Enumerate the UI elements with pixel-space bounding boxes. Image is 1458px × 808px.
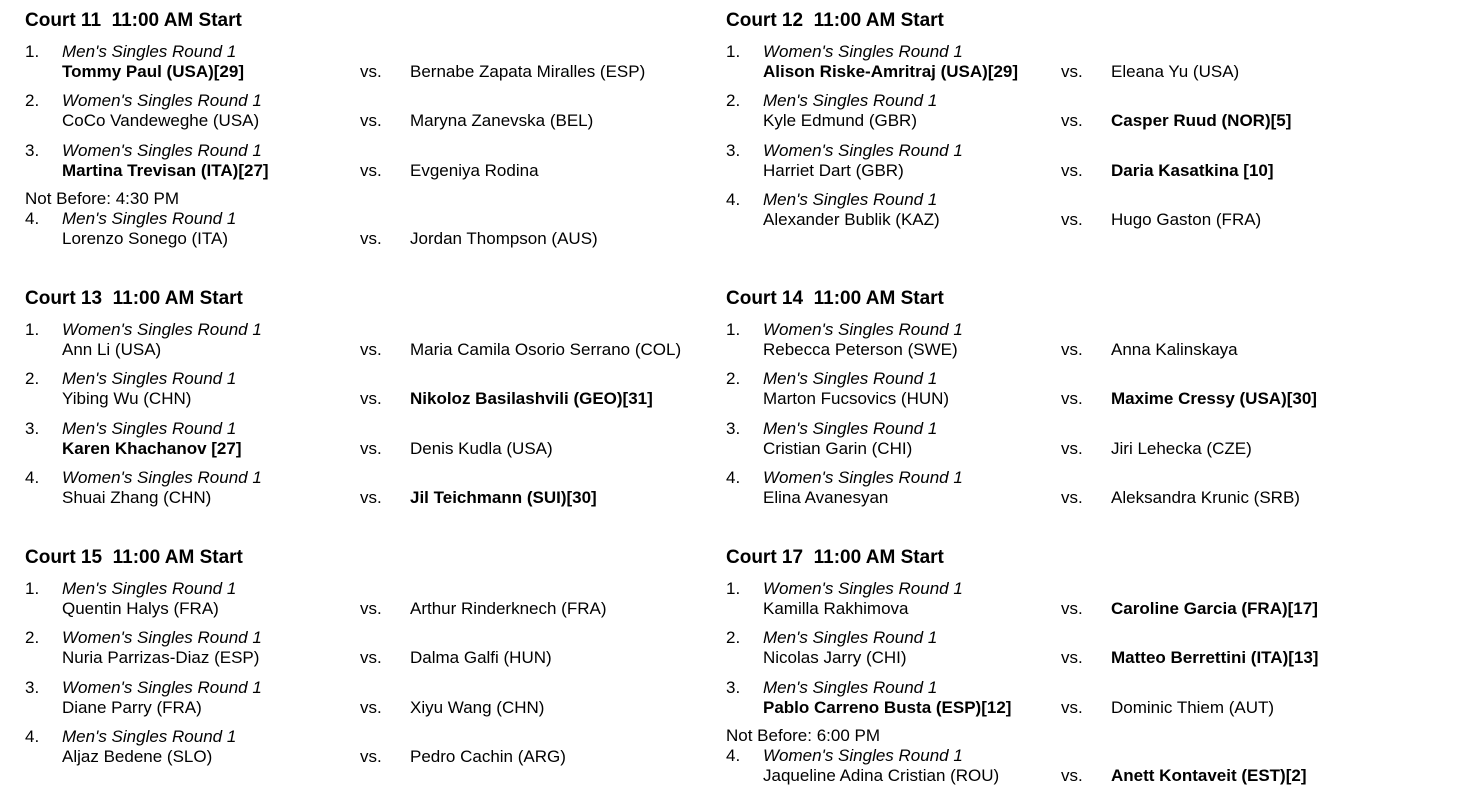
- not-before-note: Not Before: 4:30 PM: [25, 188, 180, 208]
- player-two: Caroline Garcia (FRA)[17]: [1111, 598, 1318, 618]
- player-one: Shuai Zhang (CHN): [62, 488, 212, 507]
- player-two: Anna Kalinskaya: [1111, 339, 1238, 359]
- versus-label: vs.: [1061, 697, 1083, 717]
- versus-label: vs.: [1061, 389, 1083, 408]
- player-two: Aleksandra Krunic (SRB): [1111, 488, 1300, 507]
- event-name: Women's Singles Round 1: [763, 745, 963, 765]
- match-row: [25, 678, 725, 718]
- event-name: Women's Singles Round 1: [763, 41, 963, 61]
- court-title: Court 14 11:00 AM Start: [726, 288, 944, 309]
- match-number: 3.: [726, 677, 741, 697]
- match-number: 4.: [726, 468, 741, 487]
- match-row: [25, 579, 725, 619]
- versus-label: vs.: [360, 438, 382, 458]
- player-one: Rebecca Peterson (SWE): [763, 339, 958, 359]
- event-name: Men's Singles Round 1: [763, 190, 938, 209]
- match-row: [726, 628, 1426, 668]
- match-number: 2.: [25, 628, 40, 647]
- court-title: Court 17 11:00 AM Start: [726, 547, 944, 568]
- versus-label: vs.: [1061, 339, 1083, 359]
- player-one: Yibing Wu (CHN): [62, 389, 192, 408]
- versus-label: vs.: [360, 747, 382, 766]
- match-row: [25, 369, 725, 409]
- versus-label: vs.: [1061, 61, 1083, 81]
- match-row: [726, 746, 1426, 786]
- not-before-note: Not Before: 6:00 PM: [726, 725, 881, 745]
- event-name: Men's Singles Round 1: [763, 628, 938, 647]
- court-block: [726, 10, 1426, 230]
- versus-label: vs.: [1061, 111, 1083, 130]
- player-one: Karen Khachanov [27]: [62, 438, 242, 458]
- event-name: Women's Singles Round 1: [763, 578, 963, 598]
- court-title: Court 12 11:00 AM Start: [726, 10, 944, 31]
- match-row: [25, 419, 725, 459]
- match-number: 2.: [726, 369, 741, 388]
- match-number: 3.: [25, 418, 40, 438]
- event-name: Men's Singles Round 1: [763, 677, 938, 697]
- player-one: Alison Riske-Amritraj (USA)[29]: [763, 61, 1019, 81]
- match-number: 4.: [25, 727, 40, 746]
- player-two: Xiyu Wang (CHN): [410, 697, 545, 717]
- versus-label: vs.: [360, 228, 382, 248]
- player-one: Nicolas Jarry (CHI): [763, 648, 907, 667]
- court-title: Court 11 11:00 AM Start: [25, 10, 242, 31]
- match-number: 3.: [25, 677, 40, 697]
- event-name: Men's Singles Round 1: [763, 418, 938, 438]
- match-row: [726, 678, 1426, 718]
- match-row: [25, 320, 725, 360]
- court-title: Court 13 11:00 AM Start: [25, 288, 243, 309]
- versus-label: vs.: [1061, 648, 1083, 667]
- court-block: [726, 547, 1426, 786]
- versus-label: vs.: [1061, 598, 1083, 618]
- match-row: [25, 628, 725, 668]
- match-number: 1.: [25, 319, 40, 339]
- match-number: 1.: [726, 41, 741, 61]
- match-number: 3.: [726, 418, 741, 438]
- event-name: Women's Singles Round 1: [62, 628, 262, 647]
- event-name: Women's Singles Round 1: [62, 677, 262, 697]
- player-two: Casper Ruud (NOR)[5]: [1111, 111, 1292, 130]
- player-two: Arthur Rinderknech (FRA): [410, 598, 607, 618]
- player-two: Denis Kudla (USA): [410, 438, 553, 458]
- player-one: Ann Li (USA): [62, 339, 162, 359]
- versus-label: vs.: [360, 160, 382, 180]
- event-name: Men's Singles Round 1: [62, 369, 237, 388]
- event-name: Men's Singles Round 1: [763, 369, 938, 388]
- event-name: Men's Singles Round 1: [62, 41, 237, 61]
- event-name: Women's Singles Round 1: [62, 319, 262, 339]
- player-one: Alexander Bublik (KAZ): [763, 210, 940, 229]
- match-number: 2.: [726, 91, 741, 110]
- player-two: Eleana Yu (USA): [1111, 61, 1240, 81]
- player-two: Bernabe Zapata Miralles (ESP): [410, 61, 646, 81]
- player-two: Jil Teichmann (SUI)[30]: [410, 488, 597, 507]
- match-row: [25, 42, 725, 82]
- match-row: [25, 141, 725, 181]
- event-name: Men's Singles Round 1: [763, 91, 938, 110]
- versus-label: vs.: [360, 61, 382, 81]
- match-row: [726, 190, 1426, 230]
- event-name: Men's Singles Round 1: [62, 578, 237, 598]
- player-two: Jordan Thompson (AUS): [410, 228, 598, 248]
- match-row: [726, 91, 1426, 131]
- court-block: [25, 547, 725, 767]
- match-row: [25, 91, 725, 131]
- match-row: [25, 209, 725, 249]
- player-one: Kyle Edmund (GBR): [763, 111, 917, 130]
- player-one: Marton Fucsovics (HUN): [763, 389, 950, 408]
- player-one: Pablo Carreno Busta (ESP)[12]: [763, 697, 1012, 717]
- player-two: Nikoloz Basilashvili (GEO)[31]: [410, 389, 653, 408]
- player-two: Maxime Cressy (USA)[30]: [1111, 389, 1317, 408]
- match-row: [726, 42, 1426, 82]
- player-one: CoCo Vandeweghe (USA): [62, 111, 260, 130]
- versus-label: vs.: [360, 648, 382, 667]
- player-one: Lorenzo Sonego (ITA): [62, 228, 228, 248]
- versus-label: vs.: [360, 697, 382, 717]
- player-two: Jiri Lehecka (CZE): [1111, 438, 1252, 458]
- player-two: Matteo Berrettini (ITA)[13]: [1111, 648, 1319, 667]
- match-row: [726, 320, 1426, 360]
- match-number: 1.: [726, 319, 741, 339]
- versus-label: vs.: [1061, 160, 1083, 180]
- player-one: Tommy Paul (USA)[29]: [62, 61, 244, 81]
- court-block: [25, 10, 725, 249]
- event-name: Women's Singles Round 1: [763, 319, 963, 339]
- match-number: 3.: [25, 140, 40, 160]
- player-two: Maryna Zanevska (BEL): [410, 111, 594, 130]
- match-row: [25, 727, 725, 767]
- court-title: Court 15 11:00 AM Start: [25, 547, 243, 568]
- player-two: Daria Kasatkina [10]: [1111, 160, 1274, 180]
- match-number: 4.: [726, 190, 741, 209]
- match-row: [726, 369, 1426, 409]
- match-number: 3.: [726, 140, 741, 160]
- player-two: Pedro Cachin (ARG): [410, 747, 566, 766]
- versus-label: vs.: [360, 111, 382, 130]
- match-number: 4.: [726, 745, 741, 765]
- versus-label: vs.: [360, 598, 382, 618]
- match-row: [726, 579, 1426, 619]
- match-number: 4.: [25, 208, 40, 228]
- player-two: Maria Camila Osorio Serrano (COL): [410, 339, 682, 359]
- player-one: Quentin Halys (FRA): [62, 598, 219, 618]
- player-two: Dalma Galfi (HUN): [410, 648, 552, 667]
- match-number: 4.: [25, 468, 40, 487]
- event-name: Men's Singles Round 1: [62, 418, 237, 438]
- match-number: 2.: [25, 369, 40, 388]
- player-one: Cristian Garin (CHI): [763, 438, 913, 458]
- event-name: Men's Singles Round 1: [62, 727, 237, 746]
- versus-label: vs.: [1061, 210, 1083, 229]
- versus-label: vs.: [360, 389, 382, 408]
- player-one: Jaqueline Adina Cristian (ROU): [763, 765, 1000, 785]
- event-name: Women's Singles Round 1: [763, 140, 963, 160]
- player-one: Harriet Dart (GBR): [763, 160, 904, 180]
- event-name: Women's Singles Round 1: [763, 468, 963, 487]
- player-one: Aljaz Bedene (SLO): [62, 747, 213, 766]
- match-number: 2.: [726, 628, 741, 647]
- match-number: 1.: [726, 578, 741, 598]
- versus-label: vs.: [1061, 488, 1083, 507]
- court-block: [726, 288, 1426, 508]
- player-two: Anett Kontaveit (EST)[2]: [1111, 765, 1307, 785]
- player-one: Nuria Parrizas-Diaz (ESP): [62, 648, 260, 667]
- versus-label: vs.: [1061, 438, 1083, 458]
- event-name: Women's Singles Round 1: [62, 91, 262, 110]
- versus-label: vs.: [360, 339, 382, 359]
- match-number: 1.: [25, 41, 40, 61]
- versus-label: vs.: [1061, 765, 1083, 785]
- match-number: 2.: [25, 91, 40, 110]
- match-row: [25, 468, 725, 508]
- event-name: Men's Singles Round 1: [62, 208, 237, 228]
- court-block: [25, 288, 725, 508]
- player-one: Kamilla Rakhimova: [763, 598, 909, 618]
- event-name: Women's Singles Round 1: [62, 140, 262, 160]
- match-row: [726, 141, 1426, 181]
- player-one: Elina Avanesyan: [763, 488, 889, 507]
- player-two: Evgeniya Rodina: [410, 160, 539, 180]
- match-row: [726, 419, 1426, 459]
- event-name: Women's Singles Round 1: [62, 468, 262, 487]
- player-two: Dominic Thiem (AUT): [1111, 697, 1275, 717]
- player-two: Hugo Gaston (FRA): [1111, 210, 1262, 229]
- player-one: Diane Parry (FRA): [62, 697, 202, 717]
- versus-label: vs.: [360, 488, 382, 507]
- match-number: 1.: [25, 578, 40, 598]
- match-row: [726, 468, 1426, 508]
- player-one: Martina Trevisan (ITA)[27]: [62, 160, 269, 180]
